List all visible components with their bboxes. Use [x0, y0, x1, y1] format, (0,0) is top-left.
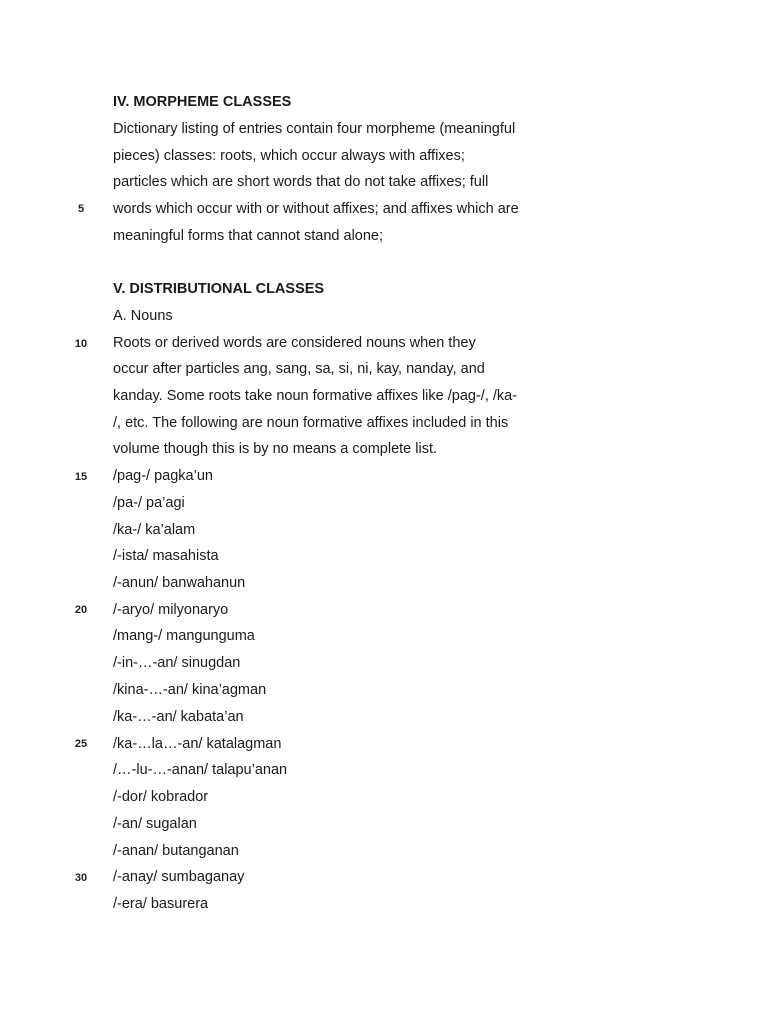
affix-list-item: /kina-…-an/ kina’agman [113, 682, 267, 698]
section-v-line: Roots or derived words are considered nouns when they [113, 335, 476, 351]
line-number-30: 30 [74, 872, 88, 884]
section-v-heading: V. DISTRIBUTIONAL CLASSES [113, 281, 325, 297]
section-v-line: occur after particles ang, sang, sa, si, ni, kay, nanday, and [113, 361, 485, 377]
affix-list-item: /-anan/ butanganan [113, 843, 239, 859]
affix-list-item: /…-lu-…-anan/ talapu’anan [113, 762, 288, 778]
affix-list-item: /-anay/ sumbaganay [113, 869, 245, 885]
section-iv-line: particles which are short words that do not take affixes; full [113, 174, 489, 190]
affix-list-item: /-ista/ masahista [113, 548, 219, 564]
section-iv-line: meaningful forms that cannot stand alone; [113, 228, 384, 244]
nouns-subheading: A. Nouns [113, 308, 173, 324]
affix-list-item: /ka-…-an/ kabata’an [113, 709, 244, 725]
section-iv-heading: IV. MORPHEME CLASSES [113, 94, 292, 110]
affix-list-item: /-anun/ banwahanun [113, 575, 246, 591]
affix-list-item: /mang-/ mangunguma [113, 628, 255, 644]
line-number-10: 10 [74, 338, 88, 350]
section-v-line: volume though this is by no means a complete list. [113, 441, 437, 457]
section-iv-line: Dictionary listing of entries contain four morpheme (meaningful [113, 121, 516, 137]
line-number-25: 25 [74, 738, 88, 750]
line-number-15: 15 [74, 471, 88, 483]
section-v-line: /, etc. The following are noun formative affixes included in this [113, 415, 509, 431]
line-number-20: 20 [74, 604, 88, 616]
section-iv-line: pieces) classes: roots, which occur always with affixes; [113, 148, 465, 164]
section-iv-line: words which occur with or without affixes; and affixes which are [113, 201, 519, 217]
affix-list-item: /-in-…-an/ sinugdan [113, 655, 241, 671]
section-v-line: kanday. Some roots take noun formative affixes like /pag-/, /ka- [113, 388, 518, 404]
affix-list-item: /-dor/ kobrador [113, 789, 209, 805]
affix-list-item: /ka-…la…-an/ katalagman [113, 736, 282, 752]
affix-list-item: /ka-/ ka’alam [113, 522, 196, 538]
line-number-5: 5 [77, 203, 85, 215]
affix-list-item: /-an/ sugalan [113, 816, 197, 832]
affix-list-item: /-era/ basurera [113, 896, 209, 912]
affix-list-item: /pag-/ pagka’un [113, 468, 213, 484]
affix-list-item: /pa-/ pa’agi [113, 495, 185, 511]
affix-list-item: /-aryo/ milyonaryo [113, 602, 229, 618]
